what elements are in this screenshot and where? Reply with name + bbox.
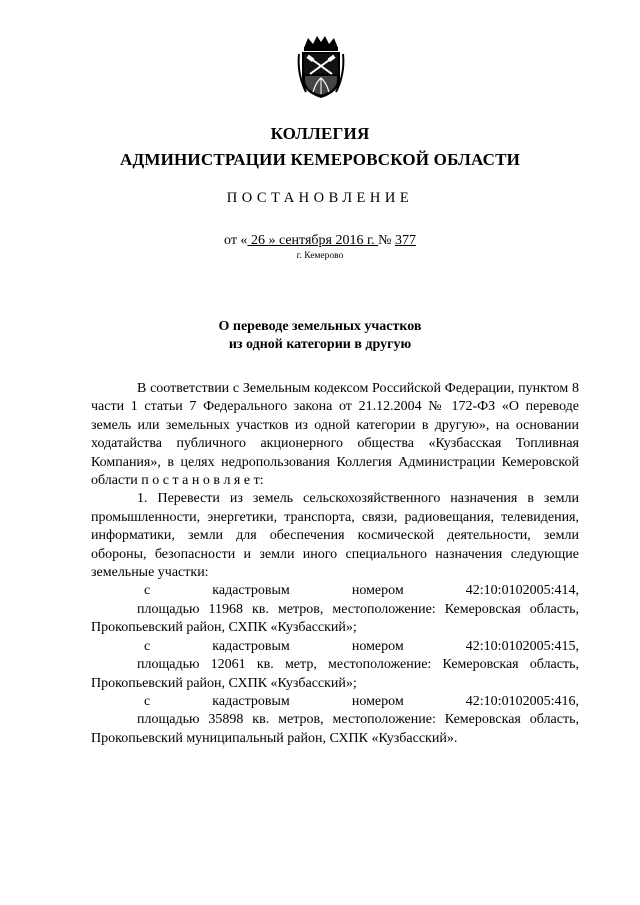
land-plot-entry <box>91 638 579 693</box>
plot-word-s: с <box>144 583 151 599</box>
date-prefix: от « <box>224 233 248 248</box>
date-month-year: сентября 2016 г. <box>278 233 379 248</box>
date-number-line <box>0 233 640 249</box>
number-label: № <box>378 233 395 248</box>
org-name-line2: АДМИНИСТРАЦИИ КЕМЕРОВСКОЙ ОБЛАСТИ <box>119 150 521 169</box>
document-number: 377 <box>395 233 416 248</box>
document-title-line2: из одной категории в другую <box>228 337 412 352</box>
date-day: 26 <box>247 233 269 248</box>
plot-description: площадью 11968 кв. метров, местоположение: Кемеровская область, Прокопьевский район, СХПК «Кузбасский»; <box>91 601 579 636</box>
cadastral-number: 42:10:0102005:414, <box>465 583 579 599</box>
item-1-paragraph: 1. Перевести из земель сельскохозяйственного назначения в земли промышленности, энергетики, транспорта, связи, радиовещания, телевидения, информатики, земли для обеспечения космической деятельности, земли обороны, безопасности и земли иного специального назначения следующие земельные участки: <box>91 491 579 581</box>
coat-of-arms-emblem <box>296 34 346 100</box>
date-mid: » <box>268 233 279 248</box>
city: г. Кемерово <box>296 251 344 261</box>
document-type: ПОСТАНОВЛЕНИЕ <box>226 190 414 206</box>
preamble-paragraph: В соответствии с Земельным кодексом Российской Федерации, пунктом 8 части 1 статьи 7 Федерального закона от 21.12.2004 № 172-ФЗ «О переводе земель или земельных участков из одной категории в другую», на основании ходатайства публичного акционерного общества «Кузбасская Топливная Компания», в целях недропользования Коллегия Администрации Кемеровской области п о с т а н о в л я е т: <box>91 381 579 489</box>
plot-word-cadastral: кадастровым <box>212 583 290 599</box>
plot-word-number: номером <box>351 638 404 654</box>
land-plot-entry <box>91 693 579 748</box>
cadastral-number: 42:10:0102005:415, <box>465 638 579 654</box>
cadastral-number: 42:10:0102005:416, <box>465 693 579 709</box>
document-title-line1: О переводе земельных участков <box>218 319 422 334</box>
plot-word-s: с <box>144 693 151 709</box>
plot-description: площадью 12061 кв. метр, местоположение: Кемеровская область, Прокопьевский район, СХПК «Кузбасский»; <box>91 657 579 691</box>
plot-word-cadastral: кадастровым <box>212 638 290 654</box>
org-name-line1: КОЛЛЕГИЯ <box>270 124 370 143</box>
document-body <box>91 380 579 748</box>
plot-word-cadastral: кадастровым <box>212 693 290 709</box>
plot-description: площадью 35898 кв. метров, местоположение: Кемеровская область, Прокопьевский муниципальный район, СХПК «Кузбасский». <box>91 712 579 746</box>
land-plot-entry <box>91 582 579 637</box>
plot-word-s: с <box>144 638 151 654</box>
plot-word-number: номером <box>351 583 404 599</box>
plot-word-number: номером <box>351 693 404 709</box>
